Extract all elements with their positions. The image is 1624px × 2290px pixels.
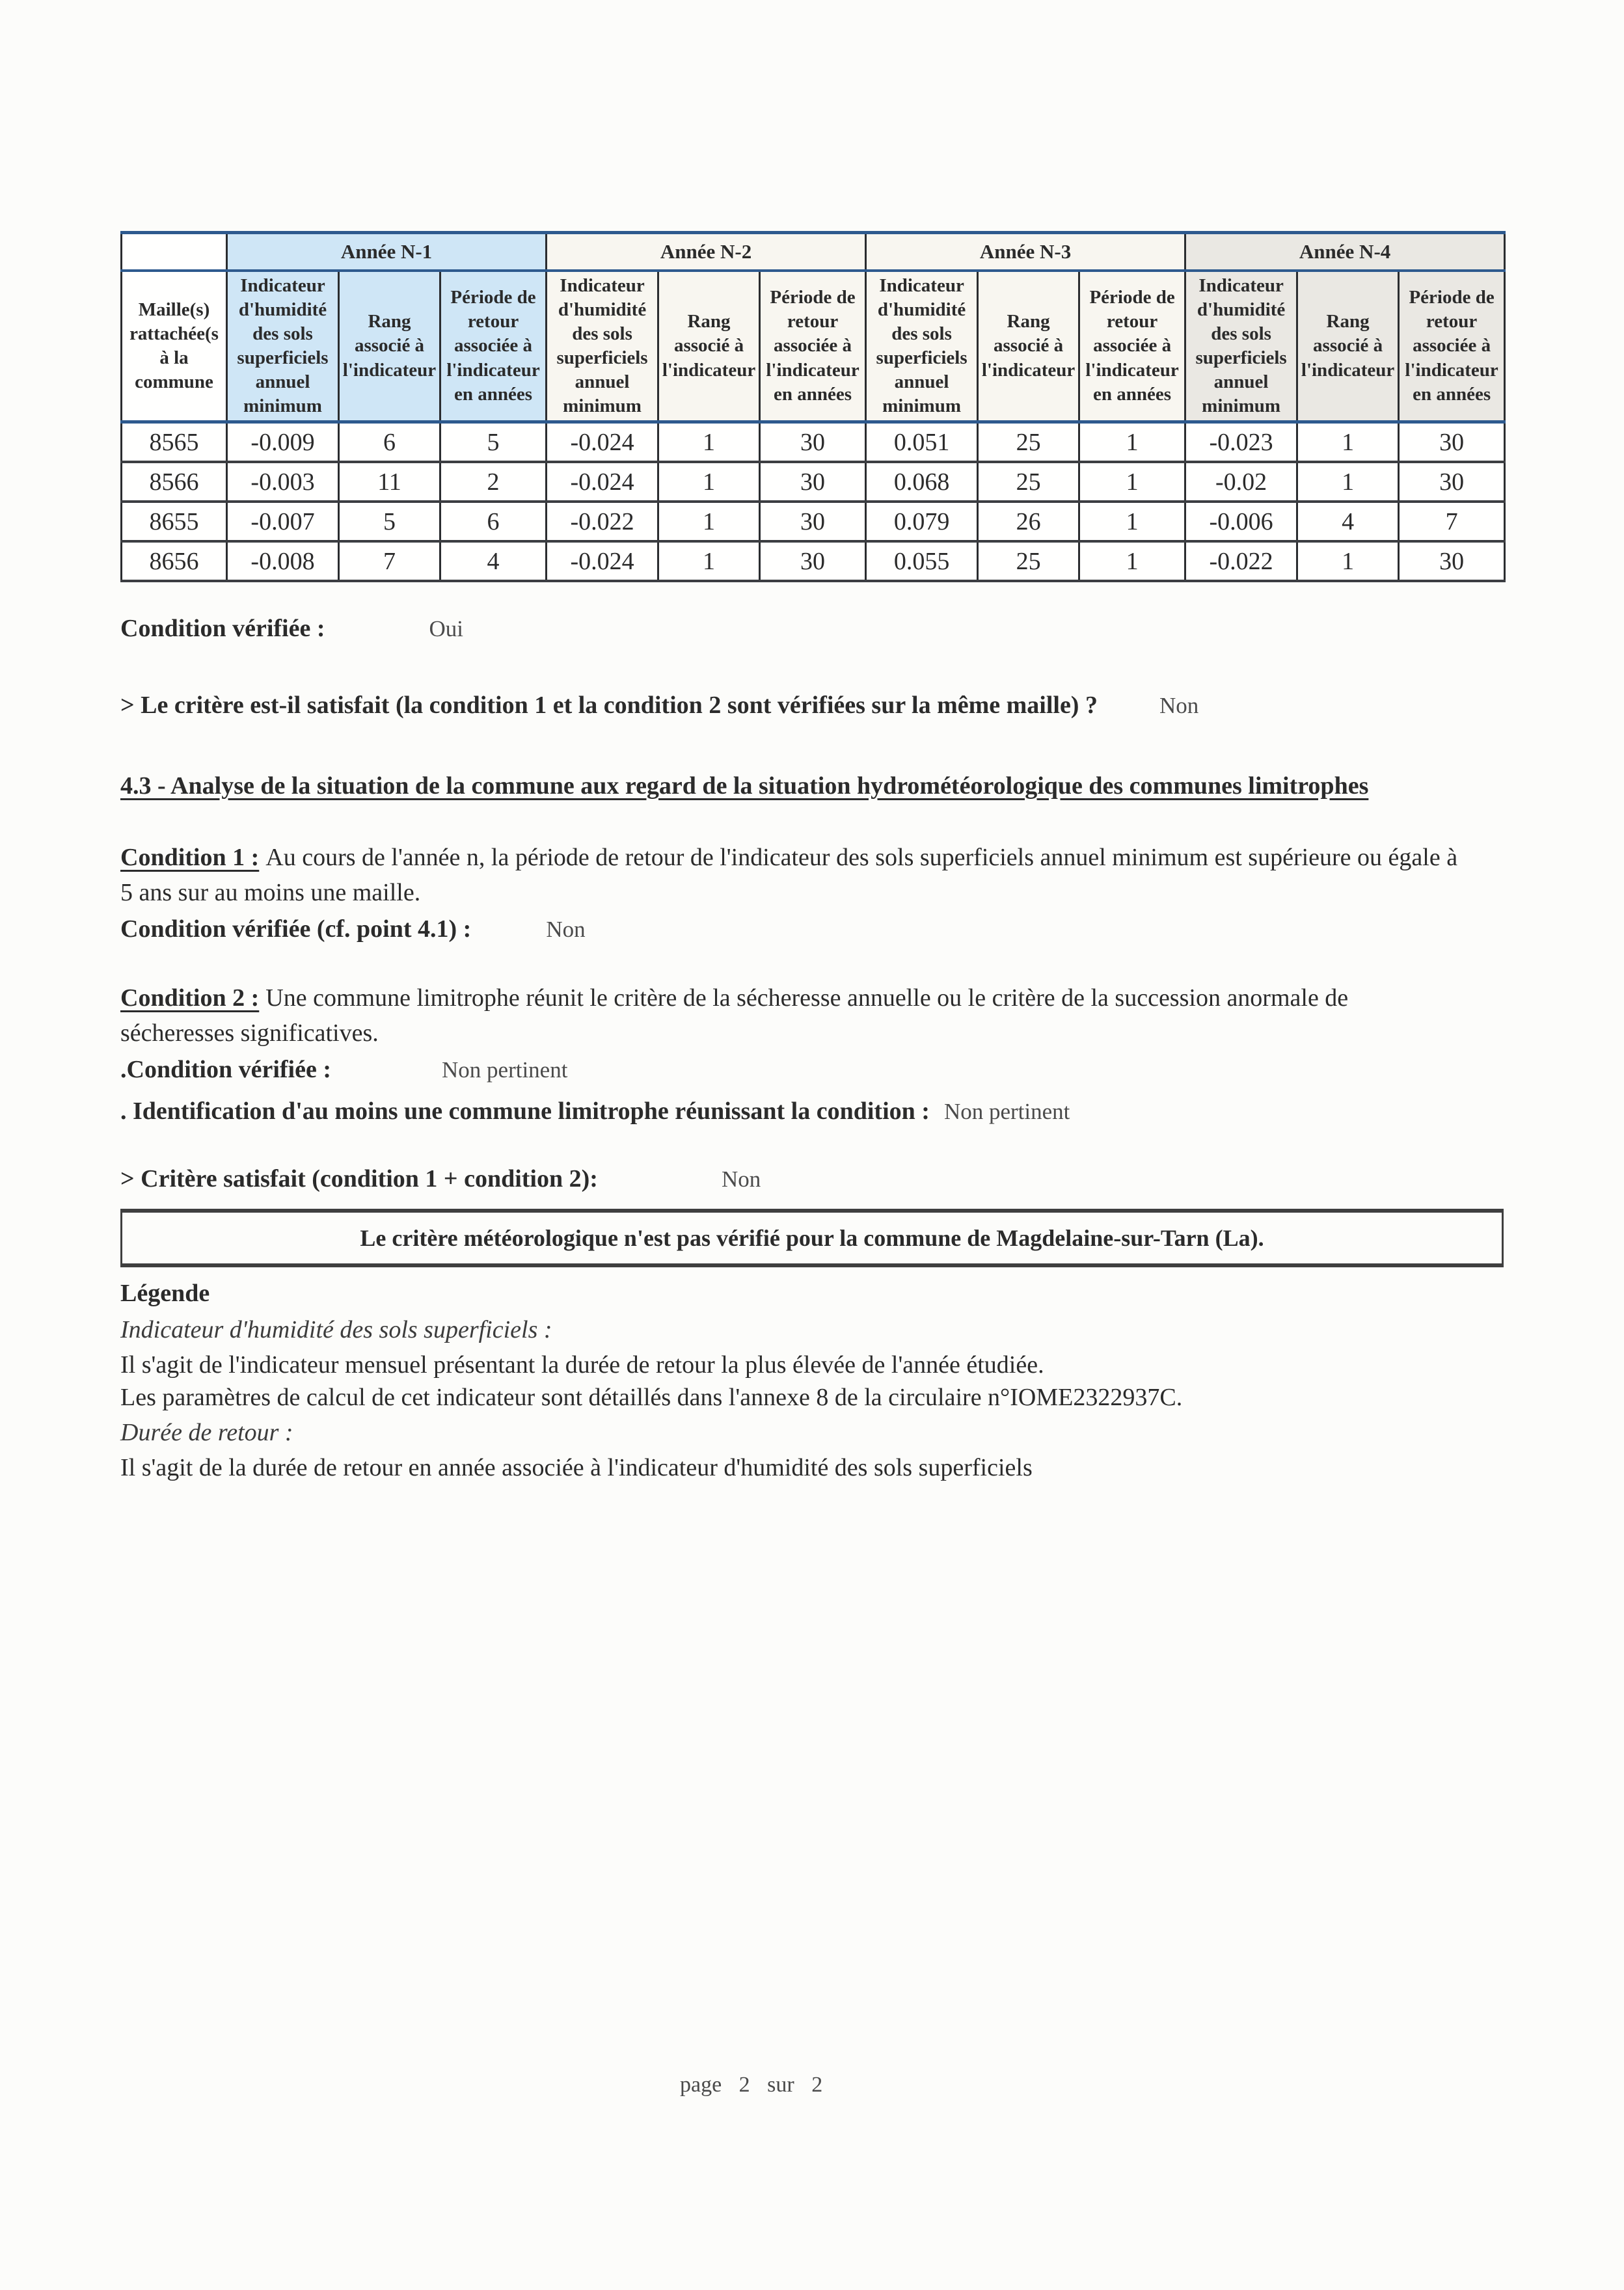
- table-cell: 30: [1399, 422, 1505, 463]
- condition-verifiee-line: [120, 612, 1516, 647]
- table-cell: -0.023: [1185, 422, 1297, 463]
- table-cell: -0.009: [227, 422, 339, 463]
- table-cell: 7: [339, 541, 440, 581]
- table-cell: 1: [1079, 422, 1185, 463]
- drought-indicators-table: [120, 231, 1506, 582]
- condition2-verifiee-value: Non pertinent: [442, 1057, 568, 1083]
- table-cell: 4: [440, 541, 547, 581]
- condition1-paragraph: [120, 841, 1467, 911]
- table-cell: -0.024: [547, 422, 658, 463]
- table-corner-cell: [122, 233, 227, 271]
- table-year-header-row: [122, 233, 1505, 271]
- condition1-verifiee-line: [120, 912, 1516, 947]
- condition1-verifiee-label: Condition vérifiée (cf. point 4.1) :: [120, 915, 472, 943]
- legende-item1-line2: Les paramètres de calcul de cet indicateur sont détaillés dans l'annexe 8 de la circulaire n°IOME2322937C.: [120, 1384, 1183, 1411]
- table-cell-maille: 8655: [122, 502, 227, 541]
- condition2-paragraph: [120, 981, 1467, 1051]
- table-cell: 4: [1297, 502, 1399, 541]
- table-cell: 1: [658, 462, 760, 502]
- legende-item1-title: Indicateur d'humidité des sols superficiels :: [120, 1316, 552, 1343]
- section-4-3-heading: 4.3 - Analyse de la situation de la commune aux regard de la situation hydrométéorologique des communes limitrophes: [120, 772, 1369, 800]
- table-cell: 25: [978, 422, 1079, 463]
- table-cell: 26: [978, 502, 1079, 541]
- table-cell-maille: 8565: [122, 422, 227, 463]
- legende-title: Légende: [120, 1280, 210, 1307]
- table-row: [122, 541, 1505, 581]
- table-cell: 11: [339, 462, 440, 502]
- condition-verifiee-value: Oui: [429, 616, 464, 641]
- page-indicator: page 2 sur 2: [680, 2073, 823, 2097]
- column-header-maille: Maille(s) rattachée(s à la commune: [122, 271, 227, 422]
- legende-item1-line1: Il s'agit de l'indicateur mensuel présentant la durée de retour la plus élevée de l'année étudiée.: [120, 1351, 1044, 1379]
- year-header-n3: Année N-3: [866, 233, 1185, 271]
- legende-item2-line1: Il s'agit de la durée de retour en année associée à l'indicateur d'humidité des sols superficiels: [120, 1454, 1033, 1481]
- table-cell: 7: [1399, 502, 1505, 541]
- table-cell: 1: [1297, 541, 1399, 581]
- table-cell: 1: [658, 502, 760, 541]
- column-header-rang-n2: Rang associé à l'indicateur: [658, 271, 760, 422]
- table-row: [122, 502, 1505, 541]
- table-cell: 0.055: [866, 541, 978, 581]
- table-cell: 6: [440, 502, 547, 541]
- critere-satisfait-line: [120, 1162, 1516, 1197]
- table-cell: 0.051: [866, 422, 978, 463]
- condition2-verifiee-label: .Condition vérifiée :: [120, 1056, 332, 1083]
- table-cell: 5: [339, 502, 440, 541]
- column-header-periode-n1: Période de retour associée à l'indicateur en années: [440, 271, 547, 422]
- critere-satisfait-label: > Critère satisfait (condition 1 + condition 2):: [120, 1165, 598, 1192]
- condition1-verifiee-value: Non: [546, 917, 586, 942]
- table-column-header-row: [122, 271, 1505, 422]
- critere-question-label: > Le critère est-il satisfait (la condition 1 et la condition 2 sont vérifiées sur la même maille) ?: [120, 692, 1098, 719]
- table-cell: -0.008: [227, 541, 339, 581]
- criteria-result-box: Le critère météorologique n'est pas vérifié pour la commune de Magdelaine-sur-Tarn (La).: [120, 1209, 1504, 1267]
- identification-value: Non pertinent: [943, 1099, 1070, 1124]
- table-cell: -0.007: [227, 502, 339, 541]
- critere-question-line: [120, 688, 1516, 723]
- table-cell: 30: [760, 462, 866, 502]
- column-header-indicateur-n2: Indicateur d'humidité des sols superficiels annuel minimum: [547, 271, 658, 422]
- table-cell: 30: [1399, 541, 1505, 581]
- table-cell: 2: [440, 462, 547, 502]
- column-header-periode-n4: Période de retour associée à l'indicateur en années: [1399, 271, 1505, 422]
- critere-question-value: Non: [1159, 693, 1199, 718]
- column-header-rang-n4: Rang associé à l'indicateur: [1297, 271, 1399, 422]
- table-cell: 30: [760, 541, 866, 581]
- table-cell: 25: [978, 541, 1079, 581]
- legende-item2-title: Durée de retour :: [120, 1419, 293, 1446]
- table-cell: 1: [1079, 541, 1185, 581]
- identification-line: [120, 1094, 1516, 1129]
- condition-verifiee-label: Condition vérifiée :: [120, 615, 325, 642]
- table-cell: -0.024: [547, 541, 658, 581]
- condition1-label: Condition 1 :: [120, 844, 260, 871]
- column-header-periode-n3: Période de retour associée à l'indicateur en années: [1079, 271, 1185, 422]
- table-cell: 1: [658, 541, 760, 581]
- table-cell: 5: [440, 422, 547, 463]
- table-cell: 30: [1399, 462, 1505, 502]
- condition2-text: Une commune limitrophe réunit le critère de la sécheresse annuelle ou le critère de la succession anormale de sécheresses significatives.: [120, 984, 1349, 1047]
- table-cell-maille: 8656: [122, 541, 227, 581]
- table-cell: 1: [1079, 502, 1185, 541]
- year-header-n4: Année N-4: [1185, 233, 1505, 271]
- identification-label: . Identification d'au moins une commune limitrophe réunissant la condition :: [120, 1098, 930, 1125]
- table-cell: -0.006: [1185, 502, 1297, 541]
- table-cell: 0.079: [866, 502, 978, 541]
- table-cell: 1: [1297, 462, 1399, 502]
- table-cell: 1: [1297, 422, 1399, 463]
- column-header-indicateur-n3: Indicateur d'humidité des sols superficiels annuel minimum: [866, 271, 978, 422]
- column-header-indicateur-n4: Indicateur d'humidité des sols superficiels annuel minimum: [1185, 271, 1297, 422]
- table-cell: -0.024: [547, 462, 658, 502]
- year-header-n1: Année N-1: [227, 233, 547, 271]
- table-cell-maille: 8566: [122, 462, 227, 502]
- column-header-indicateur-n1: Indicateur d'humidité des sols superficiels annuel minimum: [227, 271, 339, 422]
- table-cell: 30: [760, 422, 866, 463]
- critere-satisfait-value: Non: [721, 1166, 761, 1192]
- table-cell: 1: [658, 422, 760, 463]
- table-cell: -0.02: [1185, 462, 1297, 502]
- condition1-text: Au cours de l'année n, la période de retour de l'indicateur des sols superficiels annuel minimum est supérieure ou égale à 5 ans sur au moins une maille.: [120, 844, 1458, 906]
- table-cell: 30: [760, 502, 866, 541]
- table-cell: -0.003: [227, 462, 339, 502]
- column-header-periode-n2: Période de retour associée à l'indicateur en années: [760, 271, 866, 422]
- condition2-verifiee-line: [120, 1053, 1516, 1088]
- table-cell: 0.068: [866, 462, 978, 502]
- table-cell: 1: [1079, 462, 1185, 502]
- year-header-n2: Année N-2: [547, 233, 866, 271]
- table-cell: -0.022: [1185, 541, 1297, 581]
- table-cell: -0.022: [547, 502, 658, 541]
- column-header-rang-n3: Rang associé à l'indicateur: [978, 271, 1079, 422]
- table-row: [122, 422, 1505, 463]
- table-cell: 25: [978, 462, 1079, 502]
- column-header-rang-n1: Rang associé à l'indicateur: [339, 271, 440, 422]
- table-cell: 6: [339, 422, 440, 463]
- table-row: [122, 462, 1505, 502]
- condition2-label: Condition 2 :: [120, 984, 260, 1012]
